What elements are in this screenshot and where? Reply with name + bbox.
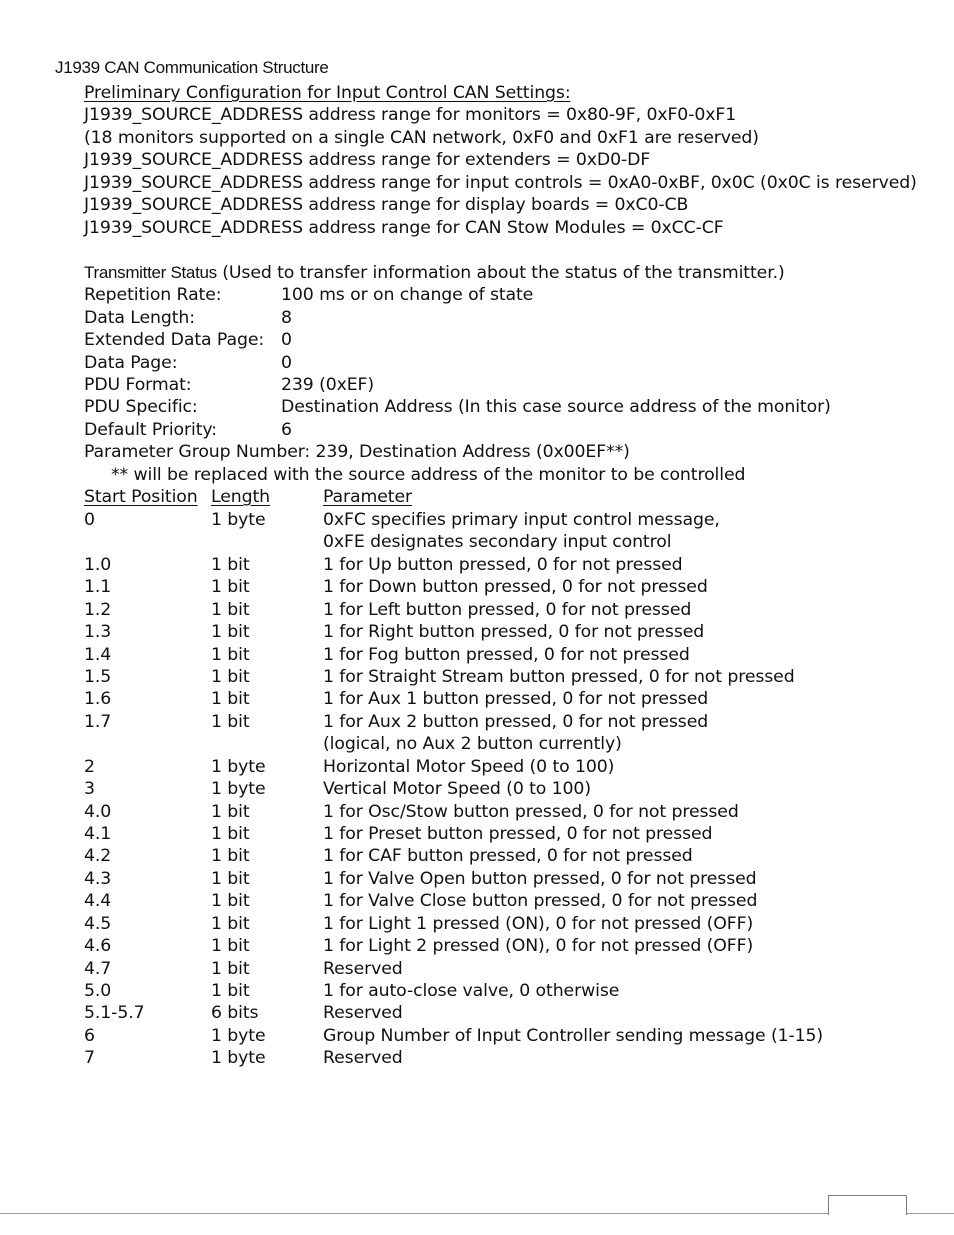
property-value: 100 ms or on change of state [281,285,534,305]
row-length: 1 byte [211,510,266,530]
footer-rule [0,1213,954,1214]
row-length: 1 bit [211,622,250,642]
row-parameter: Reserved [323,1003,403,1023]
row-start-position: 4.2 [84,846,112,866]
row-parameter: Reserved [323,1048,403,1068]
row-start-position: 4.6 [84,936,112,956]
row-parameter: 1 for Straight Stream button pressed, 0 for not pressed [323,667,795,687]
row-parameter: 1 for Aux 1 button pressed, 0 for not pressed [323,689,709,709]
row-parameter: 0xFE designates secondary input control [323,532,672,552]
row-length: 1 bit [211,869,250,889]
row-length: 1 bit [211,555,250,575]
row-length: 1 bit [211,712,250,732]
row-length: 1 bit [211,824,250,844]
row-parameter: Horizontal Motor Speed (0 to 100) [323,757,615,777]
property-label: Extended Data Page: [84,330,265,350]
row-parameter: 1 for Osc/Stow button pressed, 0 for not pressed [323,802,739,822]
preliminary-heading: Preliminary Configuration for Input Control CAN Settings: [84,83,571,103]
property-value: Destination Address (In this case source address of the monitor) [281,397,831,417]
row-parameter: 1 for Up button pressed, 0 for not pressed [323,555,683,575]
row-parameter: 1 for Light 2 pressed (ON), 0 for not pressed (OFF) [323,936,754,956]
page-title: J1939 CAN Communication Structure [55,58,329,77]
table-header-parameter: Parameter [323,487,413,507]
row-start-position: 1.3 [84,622,112,642]
row-length: 1 byte [211,757,266,777]
property-label: PDU Format: [84,375,192,395]
row-parameter: 1 for Right button pressed, 0 for not pressed [323,622,705,642]
row-length: 1 bit [211,645,250,665]
pgn-footnote: ** will be replaced with the source address of the monitor to be controlled [111,465,746,485]
transmitter-status-line [84,262,785,284]
row-parameter: 1 for Down button pressed, 0 for not pressed [323,577,708,597]
table-header-start-position: Start Position [84,487,198,507]
row-start-position: 4.5 [84,914,112,934]
row-parameter: 1 for Fog button pressed, 0 for not pressed [323,645,690,665]
row-parameter: 0xFC specifies primary input control message, [323,510,720,530]
row-start-position: 4.4 [84,891,112,911]
property-value: 6 [281,420,292,440]
row-parameter: Reserved [323,959,403,979]
property-value: 0 [281,353,292,373]
row-start-position: 1.0 [84,555,112,575]
row-length: 1 bit [211,959,250,979]
property-label: Default Priority: [84,420,218,440]
row-start-position: 4.1 [84,824,112,844]
row-start-position: 1.2 [84,600,112,620]
row-length: 1 byte [211,779,266,799]
row-parameter: Vertical Motor Speed (0 to 100) [323,779,591,799]
row-parameter: (logical, no Aux 2 button currently) [323,734,622,754]
row-parameter: 1 for Preset button pressed, 0 for not pressed [323,824,713,844]
preliminary-line: J1939_SOURCE_ADDRESS address range for display boards = 0xC0-CB [84,195,689,215]
row-length: 1 bit [211,600,250,620]
row-parameter: 1 for Light 1 pressed (ON), 0 for not pressed (OFF) [323,914,754,934]
row-parameter: 1 for Valve Open button pressed, 0 for not pressed [323,869,757,889]
row-start-position: 4.7 [84,959,112,979]
property-label: Data Page: [84,353,178,373]
property-value: 8 [281,308,292,328]
row-parameter: 1 for Aux 2 button pressed, 0 for not pressed [323,712,709,732]
row-length: 1 bit [211,936,250,956]
property-label: Data Length: [84,308,195,328]
preliminary-line: J1939_SOURCE_ADDRESS address range for input controls = 0xA0-0xBF, 0x0C (0x0C is reserved) [84,173,917,193]
preliminary-line: J1939_SOURCE_ADDRESS address range for monitors = 0x80-9F, 0xF0-0xF1 [84,105,737,125]
row-start-position: 4.3 [84,869,112,889]
property-label: Repetition Rate: [84,285,222,305]
row-parameter: 1 for auto-close valve, 0 otherwise [323,981,620,1001]
row-start-position: 1.6 [84,689,112,709]
row-length: 1 bit [211,891,250,911]
transmitter-status-heading: Transmitter Status [84,263,217,282]
transmitter-status-description: (Used to transfer information about the status of the transmitter.) [216,263,785,283]
row-start-position: 2 [84,757,95,777]
row-length: 1 bit [211,846,250,866]
row-start-position: 1.4 [84,645,112,665]
row-start-position: 1.7 [84,712,112,732]
row-length: 1 bit [211,802,250,822]
row-length: 1 bit [211,981,250,1001]
row-parameter: 1 for Valve Close button pressed, 0 for not pressed [323,891,758,911]
row-parameter: Group Number of Input Controller sending message (1-15) [323,1026,824,1046]
preliminary-line: J1939_SOURCE_ADDRESS address range for extenders = 0xD0-DF [84,150,651,170]
preliminary-line: (18 monitors supported on a single CAN network, 0xF0 and 0xF1 are reserved) [84,128,759,148]
row-start-position: 1.1 [84,577,112,597]
row-start-position: 5.0 [84,981,112,1001]
row-start-position: 6 [84,1026,95,1046]
parameter-group-number: Parameter Group Number: 239, Destination Address (0x00EF**) [84,442,630,462]
row-length: 1 byte [211,1026,266,1046]
row-start-position: 0 [84,510,95,530]
row-parameter: 1 for Left button pressed, 0 for not pressed [323,600,692,620]
row-start-position: 7 [84,1048,95,1068]
property-label: PDU Specific: [84,397,198,417]
row-start-position: 3 [84,779,95,799]
row-start-position: 1.5 [84,667,112,687]
row-start-position: 5.1-5.7 [84,1003,145,1023]
row-length: 1 bit [211,689,250,709]
property-value: 0 [281,330,292,350]
property-value: 239 (0xEF) [281,375,375,395]
row-length: 1 bit [211,914,250,934]
row-start-position: 4.0 [84,802,112,822]
table-header-length: Length [211,487,271,507]
row-length: 6 bits [211,1003,259,1023]
row-parameter: 1 for CAF button pressed, 0 for not pressed [323,846,693,866]
page-number-box [828,1195,907,1215]
row-length: 1 bit [211,577,250,597]
preliminary-line: J1939_SOURCE_ADDRESS address range for CAN Stow Modules = 0xCC-CF [84,218,724,238]
row-length: 1 bit [211,667,250,687]
row-length: 1 byte [211,1048,266,1068]
